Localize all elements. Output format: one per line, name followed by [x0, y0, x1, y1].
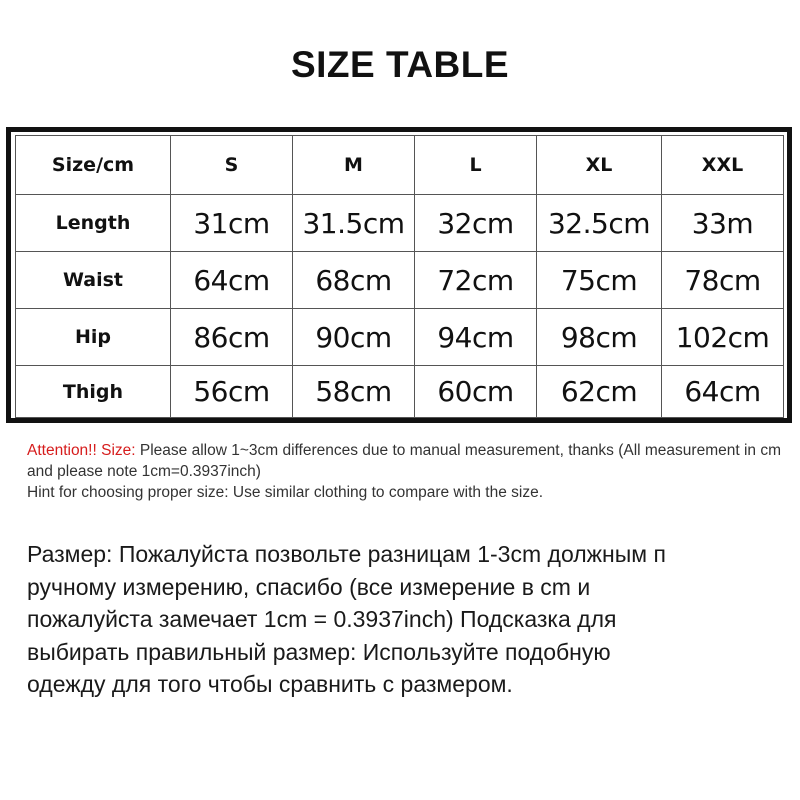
- cell-hip-s: 86cm: [171, 309, 293, 366]
- cell-waist-xl: 75cm: [537, 252, 662, 309]
- cell-waist-l: 72cm: [415, 252, 537, 309]
- hint-note: Hint for choosing proper size: Use similar clothing to compare with the size.: [27, 484, 544, 501]
- size-header-xl: XL: [537, 136, 662, 195]
- size-header-m: M: [293, 136, 415, 195]
- russian-line: ручному измерению, спасибо (все измерение в cm и: [27, 573, 591, 600]
- cell-length-l: 32cm: [415, 195, 537, 252]
- attention-text: Please allow 1~3cm differences due to manual measurement, thanks (All measurement in cm and please note 1cm=0.3937inch): [27, 442, 781, 480]
- table-row-length: [16, 195, 784, 252]
- table-row-waist: [16, 252, 784, 309]
- cell-hip-xl: 98cm: [537, 309, 662, 366]
- cell-thigh-xl: 62cm: [537, 366, 662, 418]
- size-table: [15, 135, 784, 418]
- cell-thigh-s: 56cm: [171, 366, 293, 418]
- cell-length-s: 31cm: [171, 195, 293, 252]
- row-label-length: Length: [16, 195, 171, 252]
- russian-note: [27, 538, 797, 701]
- row-label-waist: Waist: [16, 252, 171, 309]
- cell-length-xxl: 33m: [662, 195, 784, 252]
- size-table-frame: [6, 127, 792, 423]
- russian-line: пожалуйста замечает 1cm = 0.3937inch) Подсказка для: [27, 606, 617, 632]
- cell-hip-m: 90cm: [293, 309, 415, 366]
- cell-length-m: 31.5cm: [293, 195, 415, 252]
- cell-waist-xxl: 78cm: [662, 252, 784, 309]
- row-label-thigh: Thigh: [16, 366, 171, 418]
- cell-hip-xxl: 102cm: [662, 309, 784, 366]
- attention-label: Attention!! Size:: [27, 442, 136, 459]
- cell-waist-s: 64cm: [171, 252, 293, 309]
- attention-note: [27, 440, 787, 482]
- cell-length-xl: 32.5cm: [537, 195, 662, 252]
- cell-hip-l: 94cm: [415, 309, 537, 366]
- row-label-hip: Hip: [16, 309, 171, 366]
- table-row-thigh: [16, 366, 784, 418]
- table-header-row: [16, 136, 784, 195]
- russian-line: Размер: Пожалуйста позвольте разницам 1-3cm должным п: [27, 541, 666, 567]
- russian-line: одежду для того чтобы сравнить с размером.: [27, 671, 513, 697]
- corner-header: Size/cm: [16, 136, 171, 195]
- size-header-s: S: [171, 136, 293, 195]
- cell-thigh-xxl: 64cm: [662, 366, 784, 418]
- cell-thigh-l: 60cm: [415, 366, 537, 418]
- page-title: SIZE TABLE: [290, 44, 510, 85]
- table-row-hip: [16, 309, 784, 366]
- measurement-notes: [27, 440, 787, 503]
- cell-waist-m: 68cm: [293, 252, 415, 309]
- russian-line: выбирать правильный размер: Используйте подобную: [27, 638, 611, 665]
- size-header-l: L: [415, 136, 537, 195]
- size-header-xxl: XXL: [662, 136, 784, 195]
- cell-thigh-m: 58cm: [293, 366, 415, 418]
